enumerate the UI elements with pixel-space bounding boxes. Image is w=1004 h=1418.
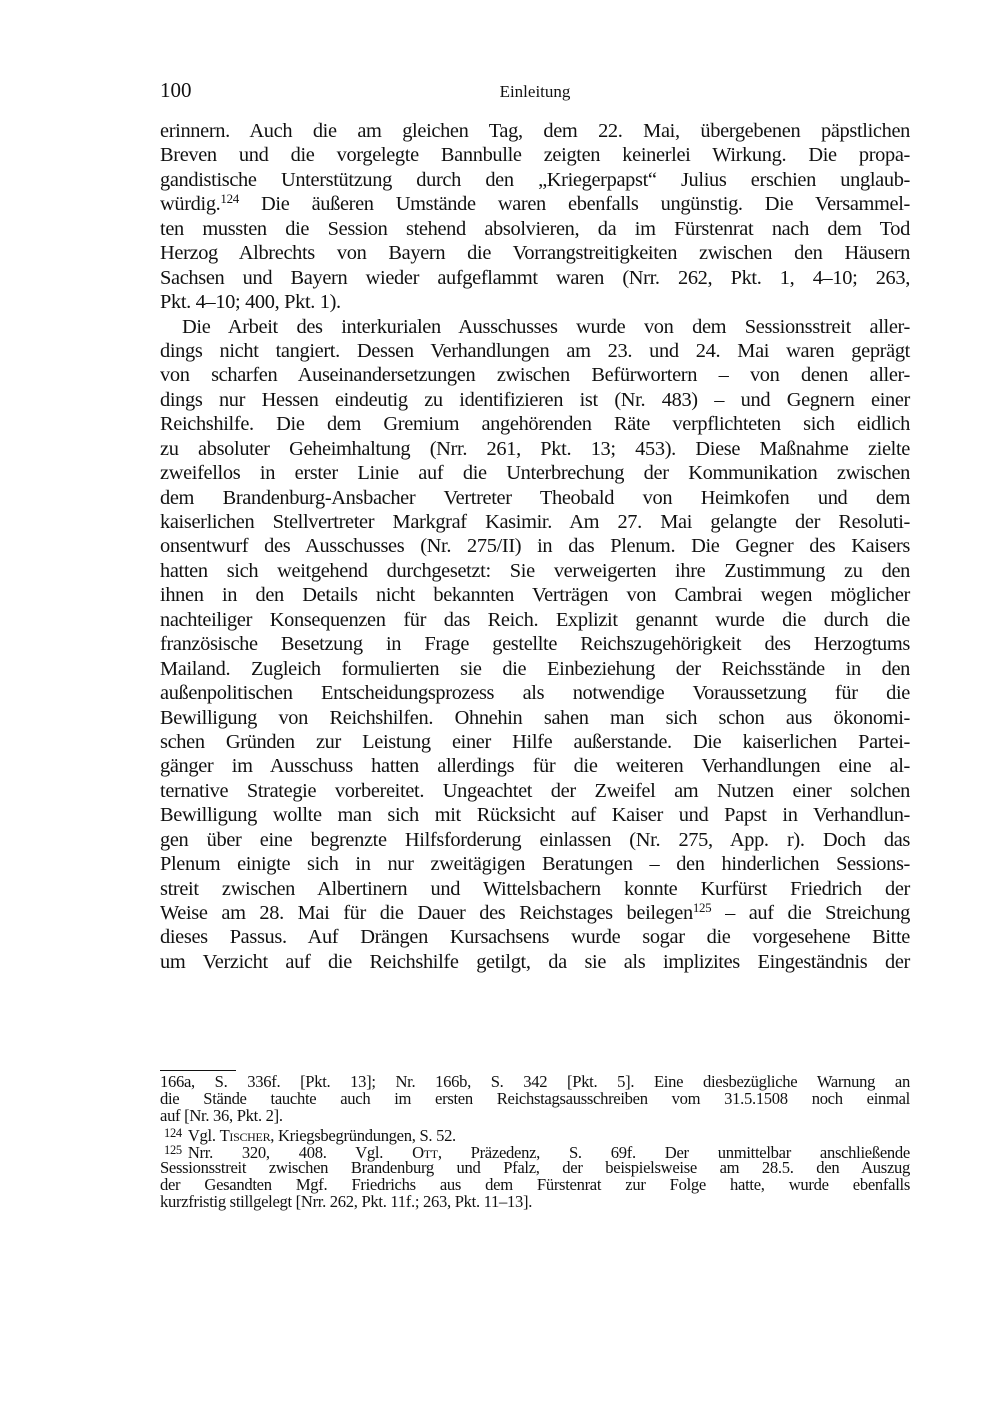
text-line: dings nur Hessen eindeutig zu identifizieren ist (Nr. 483) – und Gegnern einer xyxy=(160,388,910,411)
text-line: von scharfen Auseinandersetzungen zwischen Befürwortern – von denen aller- xyxy=(160,364,910,387)
text-line: dem Brandenburg-Ansbacher Vertreter Theobald von Heimkofen und dem xyxy=(160,486,910,509)
footnote-ref-124[interactable]: 124 xyxy=(220,191,239,207)
text-line: Herzog Albrechts von Bayern die Vorrangstreitigkeiten zwischen den Häusern xyxy=(160,242,910,265)
author-name: Tischer xyxy=(219,1125,271,1145)
text-line: dings nicht tangiert. Dessen Verhandlungen am 23. und 24. Mai waren geprägt xyxy=(160,339,910,362)
page-number: 100 xyxy=(160,78,192,102)
footnotes xyxy=(160,1073,910,1211)
text-line: Pkt. 4–10; 400, Pkt. 1). xyxy=(160,291,341,314)
text-line: würdig.$^{124}$ Die äußeren Umstände waren ebenfalls ungünstig. Die Versammel- xyxy=(160,191,910,216)
text-line: Bewilligung von Reichshilfen. Ohnehin sahen man sich schon aus ökonomi- xyxy=(160,706,910,729)
page-header xyxy=(160,78,910,106)
text-line: gänger im Ausschuss hatten allerdings für die weiteren Verhandlungen eine al- xyxy=(160,755,910,778)
footnote-divider xyxy=(160,1070,236,1071)
text-line: gandistische Unterstützung durch den „Kriegerpapst“ Julius erschien unglaub- xyxy=(160,168,910,191)
footnote-line: auf [Nr. 36, Pkt. 2]. xyxy=(160,1106,283,1126)
author-name: Ott xyxy=(412,1142,438,1162)
text-line: französische Besetzung in Frage gestellte Reichszugehörigkeit des Herzogtums xyxy=(160,633,910,656)
footnote-line: kurzfristig stillgelegt [Nrr. 262, Pkt. 11f.; 263, Pkt. 11–13]. xyxy=(160,1192,533,1212)
footnote-number: 124 xyxy=(164,1125,182,1140)
text-line: ihnen in den Details nicht bekannten Verträgen von Cambrai wegen möglicher xyxy=(160,584,910,607)
footnote-ref-125[interactable]: 125 xyxy=(692,900,712,915)
text-line: hatten sich weitgehend durchgesetzt: Sie verweigerten ihre Zustimmung zu den xyxy=(160,559,910,582)
paragraph-start-line: Die Arbeit des interkurialen Ausschusses wurde von dem Sessionsstreit aller- xyxy=(182,315,910,338)
footnote-number: 125 xyxy=(164,1142,182,1157)
footnote-125: $^{125}$ Nrr. 320, 408. Vgl. Ott, Präzedenz, S. 69f. Der unmittelbar anschließende xyxy=(164,1142,910,1162)
text-line: nachteiliger Konsequenzen für das Reich. Explizit genannt wurde die durch die xyxy=(160,608,910,631)
footnote-line: Sessionsstreit zwischen Brandenburg und Pfalz, der beispielsweise am 28.5. den Auszug xyxy=(160,1157,910,1177)
footnote-line: 166a, S. 336f. [Pkt. 13]; Nr. 166b, S. 342 [Pkt. 5]. Eine diesbezügliche Warnung an xyxy=(160,1072,910,1091)
text-line: erinnern. Auch die am gleichen Tag, dem 22. Mai, übergebenen päpstlichen xyxy=(160,120,910,142)
running-head: Einleitung xyxy=(499,82,571,101)
text-line: ten mussten die Session stehend absolvieren, da im Fürstenrat nach dem Tod xyxy=(160,217,910,240)
text-line: zu absoluter Geheimhaltung (Nrr. 261, Pkt. 13; 453). Diese Maßnahme zielte xyxy=(160,437,910,460)
text-line: dieses Passus. Auf Drängen Kursachsens wurde sogar die vorgesehene Bitte xyxy=(160,926,910,949)
text-line: schen Gründen zur Leistung einer Hilfe außerstande. Die kaiserlichen Partei- xyxy=(160,730,910,753)
text-line: Reichshilfe. Die dem Gremium angehörenden Räte verpflichteten sich eidlich xyxy=(160,413,910,436)
footnote-124: $^{124}$ Vgl. Tischer, Kriegsbegründungen, S. 52. xyxy=(164,1125,456,1145)
text-line: um Verzicht auf die Reichshilfe getilgt, da sie als implizites Eingeständnis der xyxy=(160,950,910,973)
text-line: Weise am 28. Mai für die Dauer des Reichstages beilegen$^{125}$ – auf die Streichung xyxy=(160,900,911,924)
text-line: kaiserlichen Stellvertreter Markgraf Kasimir. Am 27. Mai gelangte der Resoluti- xyxy=(160,511,910,533)
text-line: gen über eine begrenzte Hilfsforderung einlassen (Nr. 275, App. r). Doch das xyxy=(160,828,910,851)
text-line: Mailand. Zugleich formulierten sie die Einbeziehung der Reichsstände in den xyxy=(160,657,910,680)
text-line: onsentwurf des Ausschusses (Nr. 275/II) in das Plenum. Die Gegner des Kaisers xyxy=(160,535,910,558)
text-line: zweifellos in erster Linie auf die Unterbrechung der Kommunikation zwischen xyxy=(160,462,910,485)
text-line: außenpolitischen Entscheidungsprozess als notwendige Voraussetzung für die xyxy=(160,682,910,705)
text-line: streit zwischen Albertinern und Wittelsbachern konnte Kurfürst Friedrich der xyxy=(160,877,910,900)
text-line: Sachsen und Bayern wieder aufgeflammt waren (Nrr. 262, Pkt. 1, 4–10; 263, xyxy=(160,266,910,289)
text-line: ternative Strategie vorbereitet. Ungeachtet der Zweifel am Nutzen einer solchen xyxy=(160,779,910,802)
footnote-line: der Gesandten Mgf. Friedrichs aus dem Fürstenrat zur Folge hatte, wurde ebenfalls xyxy=(160,1175,910,1195)
text-line: Breven und die vorgelegte Bannbulle zeigten keinerlei Wirkung. Die propa- xyxy=(160,144,910,167)
text-line: Bewilligung wollte man sich mit Rücksicht auf Kaiser und Papst in Verhandlun- xyxy=(160,804,910,827)
footnote-line: die Stände tauchte auch im ersten Reichstagsausschreiben vom 31.5.1508 noch einmal xyxy=(160,1089,910,1109)
body-text xyxy=(160,119,910,974)
text-line: Plenum einigte sich in nur zweitägigen Beratungen – den hinderlichen Sessions- xyxy=(160,853,910,876)
